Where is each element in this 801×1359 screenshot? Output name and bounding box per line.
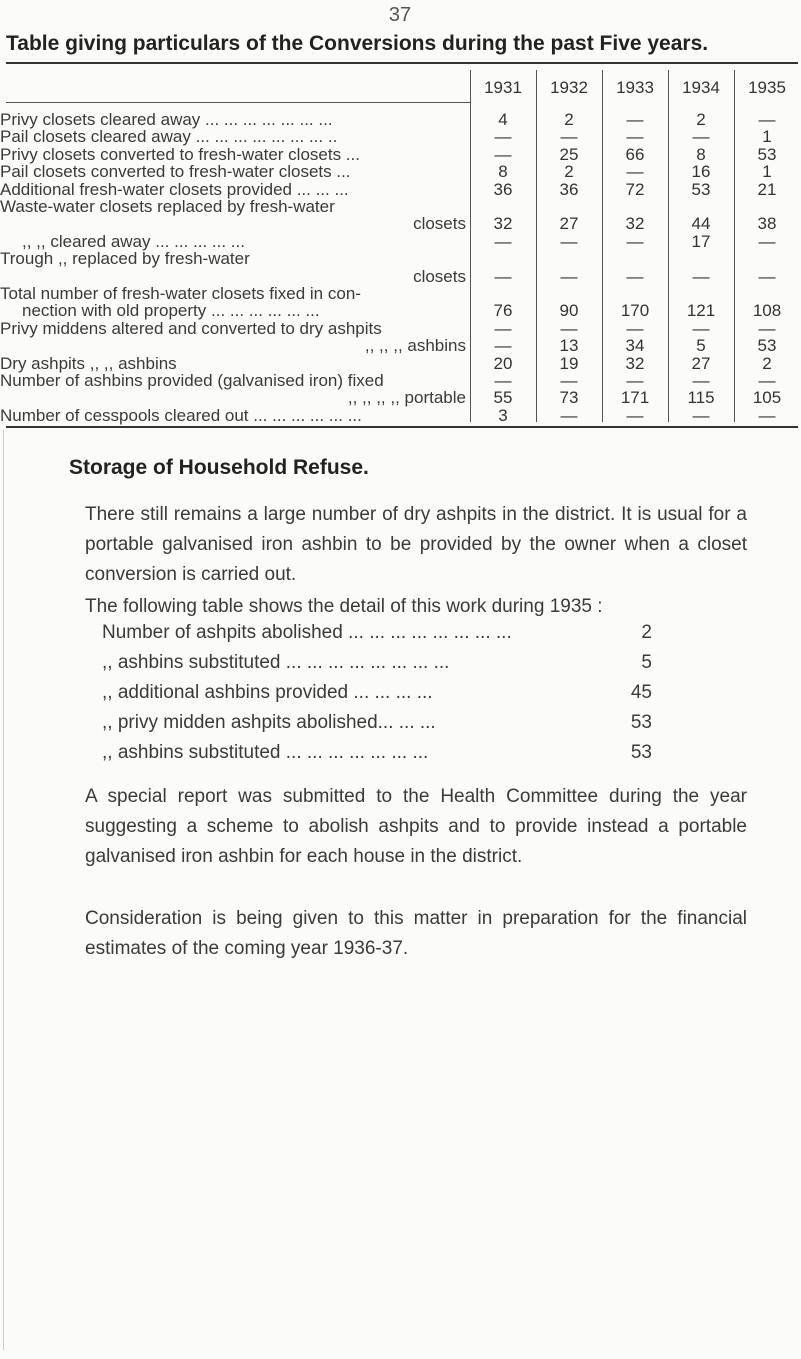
table-cell: 19 [559,353,579,373]
table-cell: 73 [559,388,579,408]
table-top-rule [6,62,798,64]
row-label: Total number of fresh-water closets fixed in con- [0,284,361,303]
table-cell: 105 [752,388,782,408]
page-number: 37 [388,4,412,26]
table-cell: 27 [559,214,579,234]
table-cell: 76 [493,301,513,321]
table-cell: — [692,266,710,286]
row-label: Number of cesspools cleared out ... ... ... ... ... ... [0,405,362,425]
row-label: closets [413,214,466,234]
table-cell: 108 [752,301,782,321]
table-cell: 8 [696,144,706,164]
row-label: Privy closets converted to fresh-water closets ... [0,144,360,164]
table-cell: — [758,371,776,390]
table-cell: 17 [691,231,711,251]
table-cell: — [494,266,512,286]
paragraph [47,904,747,964]
table-cell: 2 [696,110,706,129]
table-cell: — [758,110,776,129]
stat-label: ,, ashbins substituted ... ... ... ... ... ... ... ... [102,652,450,673]
table-cell: 53 [757,144,777,164]
table-bottom-rule [6,426,798,428]
table-cell: 53 [691,179,711,199]
header-underline [6,102,471,103]
table-cell: 121 [686,301,716,321]
stat-label: Number of ashpits abolished ... ... ... ... ... ... ... ... [102,622,512,643]
row-label: nection with old property ... ... ... ... ... ... [22,301,320,321]
table-cell: — [626,318,644,338]
table-cell: — [626,110,644,129]
stat-value: 45 [630,682,652,703]
table-cell: 36 [493,179,513,199]
table-cell: 21 [757,179,777,199]
table-cell: 1 [762,127,772,147]
table-cell: 8 [498,162,508,182]
table-cell: 16 [691,162,711,182]
paragraph-text: Consideration is being given to this matter in preparation for the financial estimates of the coming year 1936-37. [85,908,747,959]
stat-label: ,, privy midden ashpits abolished... ... ... [102,712,436,733]
table-cell: — [494,231,512,251]
table-cell: 25 [559,144,579,164]
stat-label: ,, ashbins substituted ... ... ... ... ... ... ... [102,742,429,763]
year-header: 1932 [550,78,588,97]
row-label: Dry ashpits ,, ,, ashbins [0,353,177,373]
table-cell: 2 [564,162,574,182]
table-cell: 34 [625,336,645,356]
stat-value: 53 [630,712,652,733]
table-cell: 5 [696,336,706,356]
table-cell: 90 [559,301,579,321]
row-label: ,, ,, ,, ashbins [364,336,466,356]
table-cell: — [560,405,578,425]
table-cell: — [560,266,578,286]
stat-line [102,682,652,712]
stat-line [102,742,652,772]
paragraph-text: The following table shows the detail of this work during 1935 : [85,596,603,617]
table-cell: 20 [493,353,513,373]
table-cell: — [560,371,578,390]
row-label: Waste-water closets replaced by fresh-water [0,197,335,216]
stat-line [102,712,652,742]
table-cell: 3 [498,405,508,425]
table-cell: — [626,266,644,286]
table-cell: — [560,127,578,147]
table-cell: — [626,405,644,425]
table-cell: — [758,231,776,251]
table-cell: — [758,266,776,286]
table-cell: 66 [625,144,645,164]
paragraph-text: There still remains a large number of dry ashpits in the district. It is usual for a portable galvanised iron ashbin to be provided by the owner when a closet conversion is carried out. [85,504,747,585]
table-cell: — [494,127,512,147]
table-cell: — [692,405,710,425]
row-label: Pail closets cleared away ... ... ... ... ... ... ... .. [0,127,338,147]
table-cell: — [626,127,644,147]
year-header: 1934 [682,78,720,97]
table-cell: — [494,336,512,356]
table-cell: — [692,318,710,338]
table-cell: 32 [625,353,645,373]
table-cell: 72 [625,179,645,199]
table-cell: 44 [691,214,711,234]
table-cell: 38 [757,214,777,234]
table-cell: 32 [493,214,513,234]
table-cell: — [494,318,512,338]
table-cell: — [692,371,710,390]
row-label: Additional fresh-water closets provided ... ... ... [0,179,349,199]
stat-line [102,622,652,652]
stat-value: 53 [630,742,652,763]
row-label: Privy middens altered and converted to dry ashpits [0,318,382,338]
stat-value: 5 [641,652,652,673]
row-label: Trough ,, replaced by fresh-water [0,249,250,269]
page-edge [3,430,4,1350]
table-cell: — [692,127,710,147]
table-cell: 2 [564,110,574,129]
table-cell: 13 [559,336,579,356]
table-cell: 27 [691,353,711,373]
table-cell: 170 [620,301,650,321]
paragraph [47,782,747,872]
row-label: Pail closets converted to fresh-water closets ... [0,162,351,182]
table-cell: 36 [559,179,579,199]
row-label: ,, ,, ,, ,, portable [347,388,466,408]
paragraph-text: A special report was submitted to the Health Committee during the year suggesting a scheme to abolish ashpits and to provide instead a portable galvanised iron ashbin for each house in the district. [85,786,747,867]
table-cell: — [560,231,578,251]
row-label: closets [413,266,466,286]
table-cell: — [494,144,512,164]
year-header: 1935 [748,78,786,97]
table-cell: — [626,231,644,251]
table-cell: 32 [625,214,645,234]
paragraph [47,500,747,590]
year-header: 1931 [484,78,522,97]
table-cell: — [758,318,776,338]
table-cell: — [560,318,578,338]
row-label: Number of ashbins provided (galvanised iron) fixed [0,371,384,390]
table-cell: — [626,371,644,390]
table-cell: 2 [762,353,772,373]
table-title: Table giving particulars of the Conversions during the past Five years. [6,32,709,55]
table-cell: 115 [687,388,715,408]
table-cell: 55 [493,388,513,408]
table-cell: — [494,371,512,390]
stat-label: ,, additional ashbins provided ... ... ... ... [102,682,433,703]
section-heading: Storage of Household Refuse. [69,456,369,479]
table-cell: 171 [620,388,650,408]
table-cell: — [626,162,644,182]
table-cell: 53 [757,336,777,356]
row-label: ,, ,, cleared away ... ... ... ... ... [22,231,245,251]
row-label: Privy closets cleared away ... ... ... ... ... ... ... [0,110,333,129]
paragraph [47,592,747,622]
stat-line [102,652,652,682]
table-cell: 1 [762,162,772,182]
year-header: 1933 [616,78,654,97]
table-cell: 4 [498,110,508,129]
table-cell: — [758,405,776,425]
stat-value: 2 [641,622,652,643]
